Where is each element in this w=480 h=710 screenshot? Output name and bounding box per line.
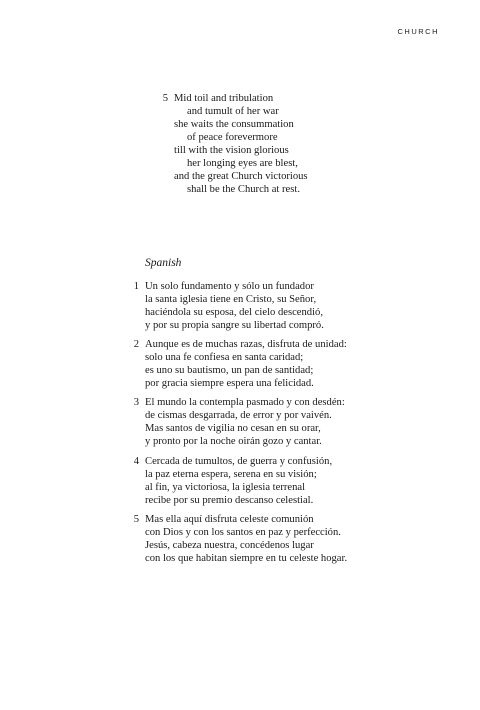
- verse-line: la santa iglesia tiene en Cristo, su Señor,: [145, 294, 317, 305]
- verse-line: al fin, ya victoriosa, la iglesia terrenal: [145, 482, 306, 493]
- verse-line: es uno su bautismo, un pan de santidad;: [145, 365, 314, 376]
- verse-line: and the great Church victorious: [174, 171, 308, 182]
- spanish-stanza-4: [0, 455, 400, 507]
- stanza-number: 3: [133, 397, 139, 408]
- verse-line: y pronto por la noche oirán gozo y cantar.: [145, 436, 322, 447]
- verse-line: Un solo fundamento y sólo un fundador: [145, 281, 314, 292]
- verse-line: la paz eterna espera, serena en su visión;: [145, 469, 317, 480]
- stanza-number: 4: [133, 456, 139, 467]
- verse-line: till with the vision glorious: [174, 145, 289, 156]
- verse-line: shall be the Church at rest.: [187, 184, 300, 195]
- running-head: CHURCH: [397, 27, 439, 36]
- verse-line: solo una fe confiesa en santa caridad;: [145, 352, 304, 363]
- verse-line: she waits the consummation: [174, 119, 294, 130]
- verse-line: Cercada de tumultos, de guerra y confusión,: [145, 456, 333, 467]
- verse-line: Mas santos de vigilia no cesan en su orar,: [145, 423, 321, 434]
- verse-line: Mid toil and tribulation: [174, 93, 274, 104]
- stanza-number: 5: [162, 93, 168, 104]
- verse-line: her longing eyes are blest,: [187, 158, 298, 169]
- verse-line: con Dios y con los santos en paz y perfección.: [145, 527, 341, 538]
- verse-line: y por su propia sangre su libertad compró.: [145, 320, 324, 331]
- section-heading-spanish: Spanish: [145, 257, 182, 269]
- verse-line: El mundo la contempla pasmado y con desdén:: [145, 397, 345, 408]
- verse-line: Jesús, cabeza nuestra, concédenos lugar: [145, 540, 314, 551]
- verse-line: of peace forevermore: [187, 132, 278, 143]
- verse-line: con los que habitan siempre en tu celeste hogar.: [145, 553, 348, 564]
- spanish-stanza-2: [0, 338, 400, 390]
- verse-line: Mas ella aquí disfruta celeste comunión: [145, 514, 314, 525]
- spanish-stanza-5: [0, 513, 400, 565]
- verse-line: de cismas desgarrada, de error y por vaivén.: [145, 410, 332, 421]
- verse-line: por gracia siempre espera una felicidad.: [145, 378, 314, 389]
- verse-line: haciéndola su esposa, del cielo descendió,: [145, 307, 323, 318]
- verse-line: and tumult of her war: [187, 106, 279, 117]
- stanza-number: 1: [133, 281, 139, 292]
- spanish-stanza-3: [0, 396, 400, 448]
- stanza-number: 2: [133, 339, 139, 350]
- verse-line: Aunque es de muchas razas, disfruta de unidad:: [145, 339, 347, 350]
- english-stanza-5: [0, 92, 400, 196]
- spanish-stanza-1: [0, 280, 400, 332]
- stanza-number: 5: [133, 514, 139, 525]
- verse-line: recibe por su premio descanso celestial.: [145, 495, 314, 506]
